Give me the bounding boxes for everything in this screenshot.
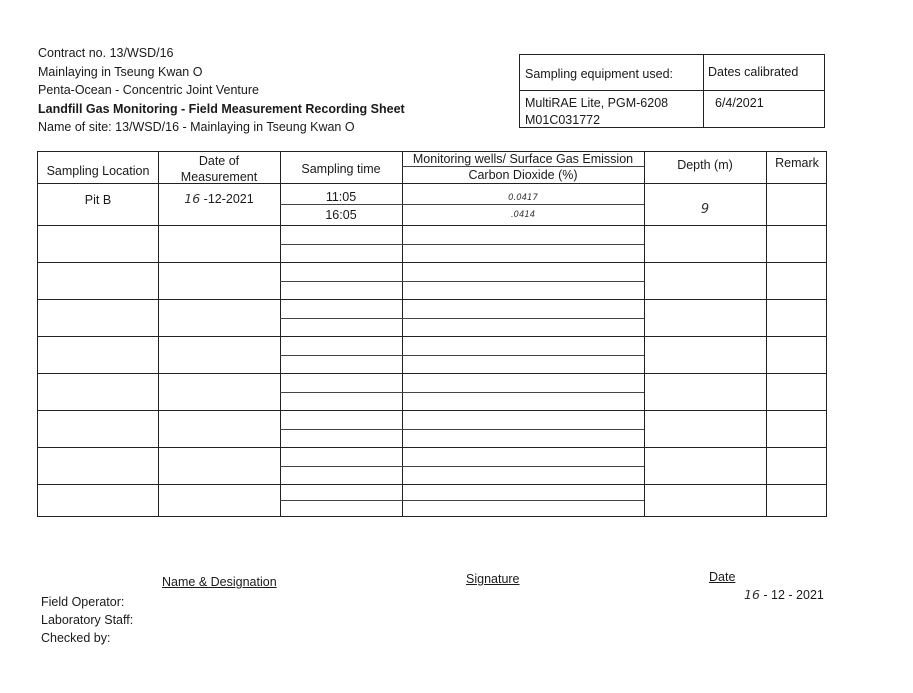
row-location: Pit B bbox=[84, 193, 112, 207]
laboratory-staff-label: Laboratory Staff: bbox=[41, 613, 134, 627]
site-name: Name of site: 13/WSD/16 - Mainlaying in Tseung Kwan O bbox=[38, 120, 355, 134]
checked-by-label: Checked by: bbox=[41, 631, 111, 645]
row-time-1: 11:05 bbox=[325, 190, 357, 204]
header-sampling-time: Sampling time bbox=[301, 162, 381, 176]
measurement-table bbox=[37, 151, 827, 517]
header-monitoring-wells: Monitoring wells/ Surface Gas Emission bbox=[412, 152, 634, 166]
row-date-rest: -12-2021 bbox=[203, 192, 254, 206]
sheet-title: Landfill Gas Monitoring - Field Measurement Recording Sheet bbox=[38, 101, 405, 116]
footer-date bbox=[744, 587, 824, 602]
row-co2-1: 0.0417 bbox=[508, 193, 538, 203]
date-label: Date bbox=[709, 570, 736, 584]
header-date-line1: Date of bbox=[198, 154, 240, 168]
equipment-serial: M01C031772 bbox=[525, 113, 601, 127]
sheet-header bbox=[38, 44, 405, 137]
header-remark: Remark bbox=[775, 156, 819, 170]
name-designation-label: Name & Designation bbox=[162, 575, 277, 589]
equipment-model: MultiRAE Lite, PGM-6208 bbox=[525, 96, 669, 110]
dates-calibrated-label: Dates calibrated bbox=[708, 65, 799, 79]
row-time-2: 16:05 bbox=[325, 208, 357, 222]
contract-number: Contract no. 13/WSD/16 bbox=[38, 46, 174, 60]
row-date bbox=[158, 191, 280, 206]
equipment-used-label: Sampling equipment used: bbox=[525, 67, 674, 81]
footer-date-rest: - 12 - 2021 bbox=[763, 588, 824, 602]
equipment-box bbox=[519, 54, 825, 128]
contractor-name: Penta-Ocean - Concentric Joint Venture bbox=[38, 83, 259, 97]
row-co2-2: .0414 bbox=[510, 210, 536, 220]
footer-date-day: 16 bbox=[744, 587, 760, 602]
signature-label: Signature bbox=[466, 572, 520, 586]
project-name: Mainlaying in Tseung Kwan O bbox=[38, 64, 203, 79]
calibration-date: 6/4/2021 bbox=[715, 96, 764, 110]
header-depth: Depth (m) bbox=[677, 158, 733, 172]
row-depth: 9 bbox=[700, 202, 710, 217]
header-date-line2: Measurement bbox=[180, 170, 258, 184]
header-carbon-dioxide: Carbon Dioxide (%) bbox=[468, 168, 578, 182]
field-operator-label: Field Operator: bbox=[41, 595, 125, 609]
row-date-day: 16 bbox=[184, 191, 201, 206]
header-sampling-location: Sampling Location bbox=[46, 164, 150, 178]
